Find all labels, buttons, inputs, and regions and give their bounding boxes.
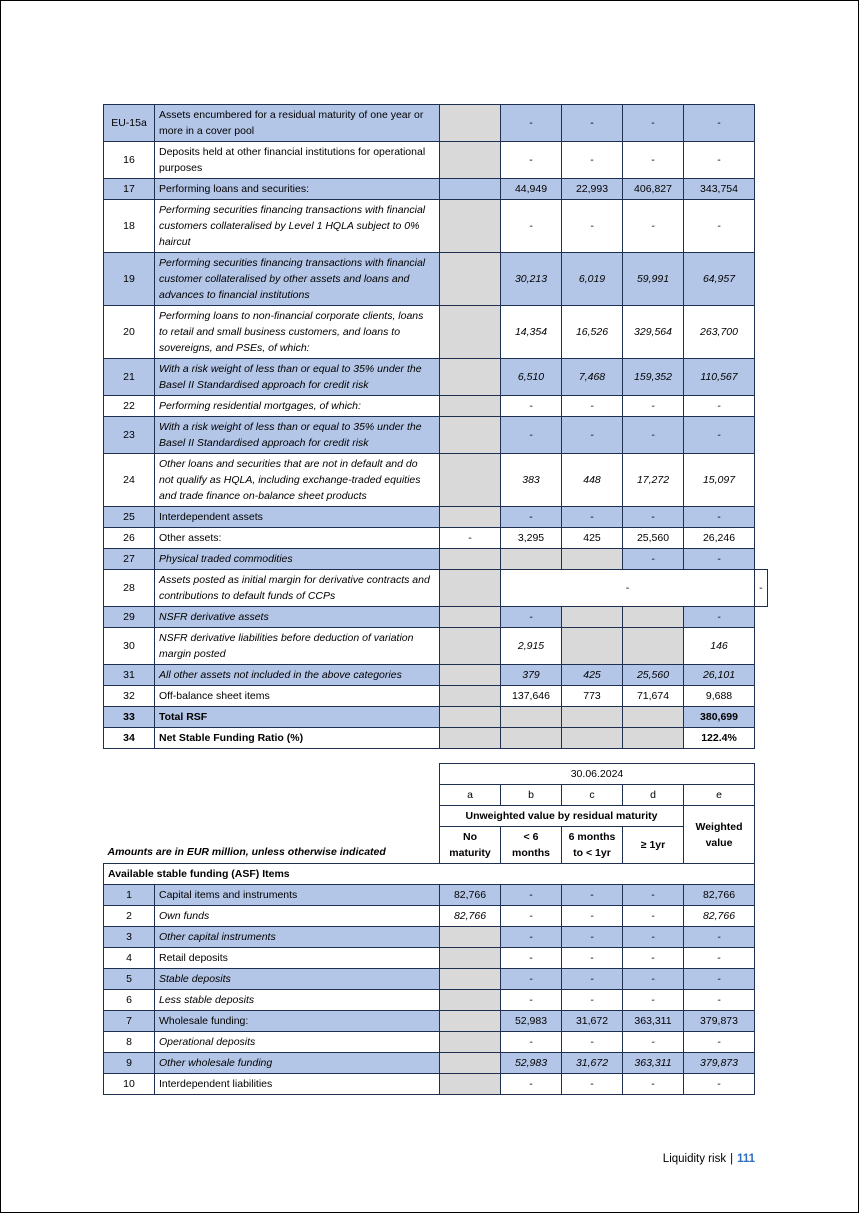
value-c	[562, 628, 623, 665]
row-number: 31	[104, 665, 155, 686]
row-label: NSFR derivative liabilities before deduction of variation margin posted	[155, 628, 440, 665]
value-e: -	[684, 1032, 755, 1053]
value-a	[440, 454, 501, 507]
page-number: 111	[737, 1153, 755, 1165]
value-e: -	[684, 396, 755, 417]
row-number: 29	[104, 607, 155, 628]
value-b: 383	[501, 454, 562, 507]
value-d: -	[623, 948, 684, 969]
value-b: -	[501, 906, 562, 927]
value-a	[440, 990, 501, 1011]
value-c: -	[562, 396, 623, 417]
col-letter-d: d	[623, 785, 684, 806]
value-c: 448	[562, 454, 623, 507]
page-footer	[663, 1153, 755, 1165]
value-b	[501, 728, 562, 749]
value-c: 16,526	[562, 306, 623, 359]
row-label: Performing residential mortgages, of which:	[155, 396, 440, 417]
value-e: 379,873	[684, 1053, 755, 1074]
row-number: 16	[104, 142, 155, 179]
value-a	[440, 1074, 501, 1095]
value-c: 22,993	[562, 179, 623, 200]
value-c: -	[562, 105, 623, 142]
row-label: Assets encumbered for a residual maturity of one year or more in a cover pool	[155, 105, 440, 142]
value-e: -	[684, 1074, 755, 1095]
value-c: -	[562, 142, 623, 179]
row-number: 27	[104, 549, 155, 570]
value-b: -	[501, 885, 562, 906]
section-heading: Available stable funding (ASF) Items	[104, 864, 755, 885]
value-c: -	[562, 507, 623, 528]
value-d: -	[623, 417, 684, 454]
value-b: -	[501, 948, 562, 969]
row-label: With a risk weight of less than or equal to 35% under the Basel II Standardised approach for credit risk	[155, 359, 440, 396]
row-label: Net Stable Funding Ratio (%)	[155, 728, 440, 749]
table-row	[104, 927, 755, 948]
value-c: -	[562, 885, 623, 906]
row-number: 32	[104, 686, 155, 707]
row-label: Deposits held at other financial institutions for operational purposes	[155, 142, 440, 179]
value-b: 14,354	[501, 306, 562, 359]
value-e: -	[684, 105, 755, 142]
value-a	[440, 200, 501, 253]
value-e: -	[684, 990, 755, 1011]
row-number: 25	[104, 507, 155, 528]
value-a	[440, 306, 501, 359]
value-a	[440, 686, 501, 707]
value-e: -	[684, 417, 755, 454]
row-label: Performing securities financing transactions with financial customers collateralised by Level 1 HQLA subject to 0% haircut	[155, 200, 440, 253]
col-letter-e: e	[684, 785, 755, 806]
row-number: 5	[104, 969, 155, 990]
value-c	[562, 728, 623, 749]
lt6-header: < 6 months	[501, 827, 562, 864]
table-row	[104, 454, 768, 507]
value-e: 9,688	[684, 686, 755, 707]
value-e: 110,567	[684, 359, 755, 396]
value-c: 31,672	[562, 1053, 623, 1074]
value-c: 425	[562, 665, 623, 686]
value-e: 15,097	[684, 454, 755, 507]
row-number: 1	[104, 885, 155, 906]
value-d: -	[623, 142, 684, 179]
row-number: 3	[104, 927, 155, 948]
row-number: 22	[104, 396, 155, 417]
asf-table	[103, 763, 755, 1095]
row-label: With a risk weight of less than or equal to 35% under the Basel II Standardised approach for credit risk	[155, 417, 440, 454]
value-d: -	[623, 990, 684, 1011]
col-letter-b: b	[501, 785, 562, 806]
row-label: Less stable deposits	[155, 990, 440, 1011]
row-label: Physical traded commodities	[155, 549, 440, 570]
row-label: Performing loans and securities:	[155, 179, 440, 200]
table-row	[104, 507, 768, 528]
row-label: Other capital instruments	[155, 927, 440, 948]
table-row	[104, 570, 768, 607]
row-label: Performing loans to non-financial corporate clients, loans to retail and small business customers, and loans to sovereigns, and PSEs, of which:	[155, 306, 440, 359]
value-c: -	[562, 948, 623, 969]
value-b: -	[501, 607, 562, 628]
table-row	[104, 707, 768, 728]
value-e: 82,766	[684, 906, 755, 927]
table-row	[104, 1053, 755, 1074]
value-d: 59,991	[623, 253, 684, 306]
value-a	[440, 1053, 501, 1074]
value-b: -	[501, 105, 562, 142]
value-c: -	[562, 1074, 623, 1095]
value-a	[440, 969, 501, 990]
value-d: -	[623, 1032, 684, 1053]
row-label: Performing securities financing transactions with financial customer collateralised by other assets and loans and advances to financial institutions	[155, 253, 440, 306]
value-a	[440, 179, 501, 200]
row-label: Wholesale funding:	[155, 1011, 440, 1032]
value-b: 3,295	[501, 528, 562, 549]
value-a	[440, 707, 501, 728]
row-number: 24	[104, 454, 155, 507]
table-row	[104, 105, 768, 142]
table-row	[104, 990, 755, 1011]
table-row	[104, 948, 755, 969]
value-c: 425	[562, 528, 623, 549]
table-row	[104, 728, 768, 749]
value-d	[623, 707, 684, 728]
value-a	[440, 1011, 501, 1032]
row-label: All other assets not included in the above categories	[155, 665, 440, 686]
value-d: 25,560	[623, 665, 684, 686]
value-a	[440, 396, 501, 417]
row-number: 21	[104, 359, 155, 396]
table-row	[104, 200, 768, 253]
value-c	[562, 607, 623, 628]
value-c: 31,672	[562, 1011, 623, 1032]
row-label: Other wholesale funding	[155, 1053, 440, 1074]
value-e: -	[684, 927, 755, 948]
value-a: -	[440, 528, 501, 549]
value-a	[440, 253, 501, 306]
value-e: -	[684, 948, 755, 969]
row-label: Retail deposits	[155, 948, 440, 969]
value-b: 44,949	[501, 179, 562, 200]
col-letter-a: a	[440, 785, 501, 806]
row-label: NSFR derivative assets	[155, 607, 440, 628]
value-c: 7,468	[562, 359, 623, 396]
row-label: Operational deposits	[155, 1032, 440, 1053]
value-b: 30,213	[501, 253, 562, 306]
value-b	[501, 549, 562, 570]
value-b: -	[501, 969, 562, 990]
row-number: 34	[104, 728, 155, 749]
value-c: -	[562, 906, 623, 927]
value-c: -	[562, 1032, 623, 1053]
value-b: -	[501, 990, 562, 1011]
row-number: 10	[104, 1074, 155, 1095]
value-e: 380,699	[684, 707, 755, 728]
value-e: 343,754	[684, 179, 755, 200]
value-c: -	[562, 969, 623, 990]
value-e: -	[684, 507, 755, 528]
value-b: -	[501, 1032, 562, 1053]
value-a	[440, 948, 501, 969]
value-b: -	[501, 200, 562, 253]
value-d: -	[623, 396, 684, 417]
table-row	[104, 549, 768, 570]
row-number: 26	[104, 528, 155, 549]
weighted-header: Weighted value	[684, 806, 755, 864]
row-label: Other assets:	[155, 528, 440, 549]
table-row	[104, 417, 768, 454]
ge1-header: ≥ 1yr	[623, 827, 684, 864]
row-label: Capital items and instruments	[155, 885, 440, 906]
value-d: -	[623, 549, 684, 570]
row-number: 30	[104, 628, 155, 665]
value-b: 52,983	[501, 1011, 562, 1032]
value-d: -	[623, 105, 684, 142]
value-b: 379	[501, 665, 562, 686]
value-e: 122.4%	[684, 728, 755, 749]
value-b	[501, 707, 562, 728]
table-row	[104, 179, 768, 200]
table-row	[104, 396, 768, 417]
row-number: 20	[104, 306, 155, 359]
value-b: 52,983	[501, 1053, 562, 1074]
value-c: -	[562, 990, 623, 1011]
row-number: EU-15a	[104, 105, 155, 142]
value-c: 773	[562, 686, 623, 707]
value-b: 137,646	[501, 686, 562, 707]
value-a	[440, 1032, 501, 1053]
table-row	[104, 885, 755, 906]
row-number: 23	[104, 417, 155, 454]
value-b: -	[501, 417, 562, 454]
value-a	[440, 607, 501, 628]
value-a	[440, 927, 501, 948]
table-row	[104, 1074, 755, 1095]
table-row	[104, 607, 768, 628]
value-e: 379,873	[684, 1011, 755, 1032]
value-d: -	[623, 906, 684, 927]
footer-separator: |	[730, 1153, 734, 1165]
value-d: 363,311	[623, 1011, 684, 1032]
table-row	[104, 1032, 755, 1053]
table-row	[104, 628, 768, 665]
value-d: -	[623, 969, 684, 990]
value-e: -	[684, 607, 755, 628]
value-merged: -	[501, 570, 755, 607]
value-c: -	[562, 417, 623, 454]
6to1-header: 6 months to < 1yr	[562, 827, 623, 864]
value-c: 6,019	[562, 253, 623, 306]
value-c	[562, 549, 623, 570]
value-e: -	[684, 969, 755, 990]
row-number: 2	[104, 906, 155, 927]
table-row	[104, 359, 768, 396]
row-number: 18	[104, 200, 155, 253]
value-a	[440, 570, 501, 607]
value-e: -	[755, 570, 768, 607]
row-number: 28	[104, 570, 155, 607]
value-c	[562, 707, 623, 728]
footer-section: Liquidity risk	[662, 1153, 727, 1165]
value-d: -	[623, 1074, 684, 1095]
value-a: 82,766	[440, 885, 501, 906]
value-b: 2,915	[501, 628, 562, 665]
row-label: Interdependent assets	[155, 507, 440, 528]
value-a	[440, 665, 501, 686]
row-label: Other loans and securities that are not in default and do not qualify as HQLA, including exchange-traded equities and trade finance on-balance sheet products	[155, 454, 440, 507]
value-e: 82,766	[684, 885, 755, 906]
table-row	[104, 306, 768, 359]
row-label: Off-balance sheet items	[155, 686, 440, 707]
value-d: 406,827	[623, 179, 684, 200]
row-label: Own funds	[155, 906, 440, 927]
value-d: 25,560	[623, 528, 684, 549]
value-b: -	[501, 142, 562, 179]
value-d: 159,352	[623, 359, 684, 396]
value-e: 64,957	[684, 253, 755, 306]
value-a	[440, 549, 501, 570]
value-b: 6,510	[501, 359, 562, 396]
date-header: 30.06.2024	[440, 764, 755, 785]
value-e: 263,700	[684, 306, 755, 359]
value-e: 146	[684, 628, 755, 665]
value-a	[440, 359, 501, 396]
value-a	[440, 105, 501, 142]
row-number: 4	[104, 948, 155, 969]
table-row	[104, 665, 768, 686]
table-row	[104, 686, 768, 707]
value-e: -	[684, 549, 755, 570]
value-e: -	[684, 200, 755, 253]
value-b: -	[501, 507, 562, 528]
value-d: 71,674	[623, 686, 684, 707]
value-d: -	[623, 885, 684, 906]
value-a	[440, 628, 501, 665]
value-b: -	[501, 927, 562, 948]
row-number: 6	[104, 990, 155, 1011]
value-e: -	[684, 142, 755, 179]
value-a	[440, 417, 501, 454]
row-number: 19	[104, 253, 155, 306]
value-d	[623, 628, 684, 665]
col-letter-c: c	[562, 785, 623, 806]
row-label: Stable deposits	[155, 969, 440, 990]
value-a	[440, 728, 501, 749]
amount-note: Amounts are in EUR million, unless otherwise indicated	[107, 846, 386, 858]
no-maturity-header: No maturity	[440, 827, 501, 864]
table-row	[104, 1011, 755, 1032]
value-c: -	[562, 200, 623, 253]
rsf-table	[103, 104, 768, 749]
value-d	[623, 607, 684, 628]
value-e: 26,101	[684, 665, 755, 686]
value-b: -	[501, 1074, 562, 1095]
value-d: 17,272	[623, 454, 684, 507]
value-a	[440, 507, 501, 528]
row-number: 7	[104, 1011, 155, 1032]
value-e: 26,246	[684, 528, 755, 549]
value-d	[623, 728, 684, 749]
table-row	[104, 969, 755, 990]
value-b: -	[501, 396, 562, 417]
row-number: 17	[104, 179, 155, 200]
table-row	[104, 906, 755, 927]
value-a	[440, 142, 501, 179]
row-number: 8	[104, 1032, 155, 1053]
value-d: -	[623, 507, 684, 528]
row-label: Interdependent liabilities	[155, 1074, 440, 1095]
value-d: 363,311	[623, 1053, 684, 1074]
value-d: 329,564	[623, 306, 684, 359]
row-number: 33	[104, 707, 155, 728]
unweighted-header: Unweighted value by residual maturity	[440, 806, 684, 827]
value-d: -	[623, 200, 684, 253]
row-label: Assets posted as initial margin for derivative contracts and contributions to default funds of CCPs	[155, 570, 440, 607]
value-d: -	[623, 927, 684, 948]
value-a: 82,766	[440, 906, 501, 927]
value-c: -	[562, 927, 623, 948]
row-label: Total RSF	[155, 707, 440, 728]
table-row	[104, 528, 768, 549]
table-row	[104, 253, 768, 306]
table-row	[104, 142, 768, 179]
row-number: 9	[104, 1053, 155, 1074]
